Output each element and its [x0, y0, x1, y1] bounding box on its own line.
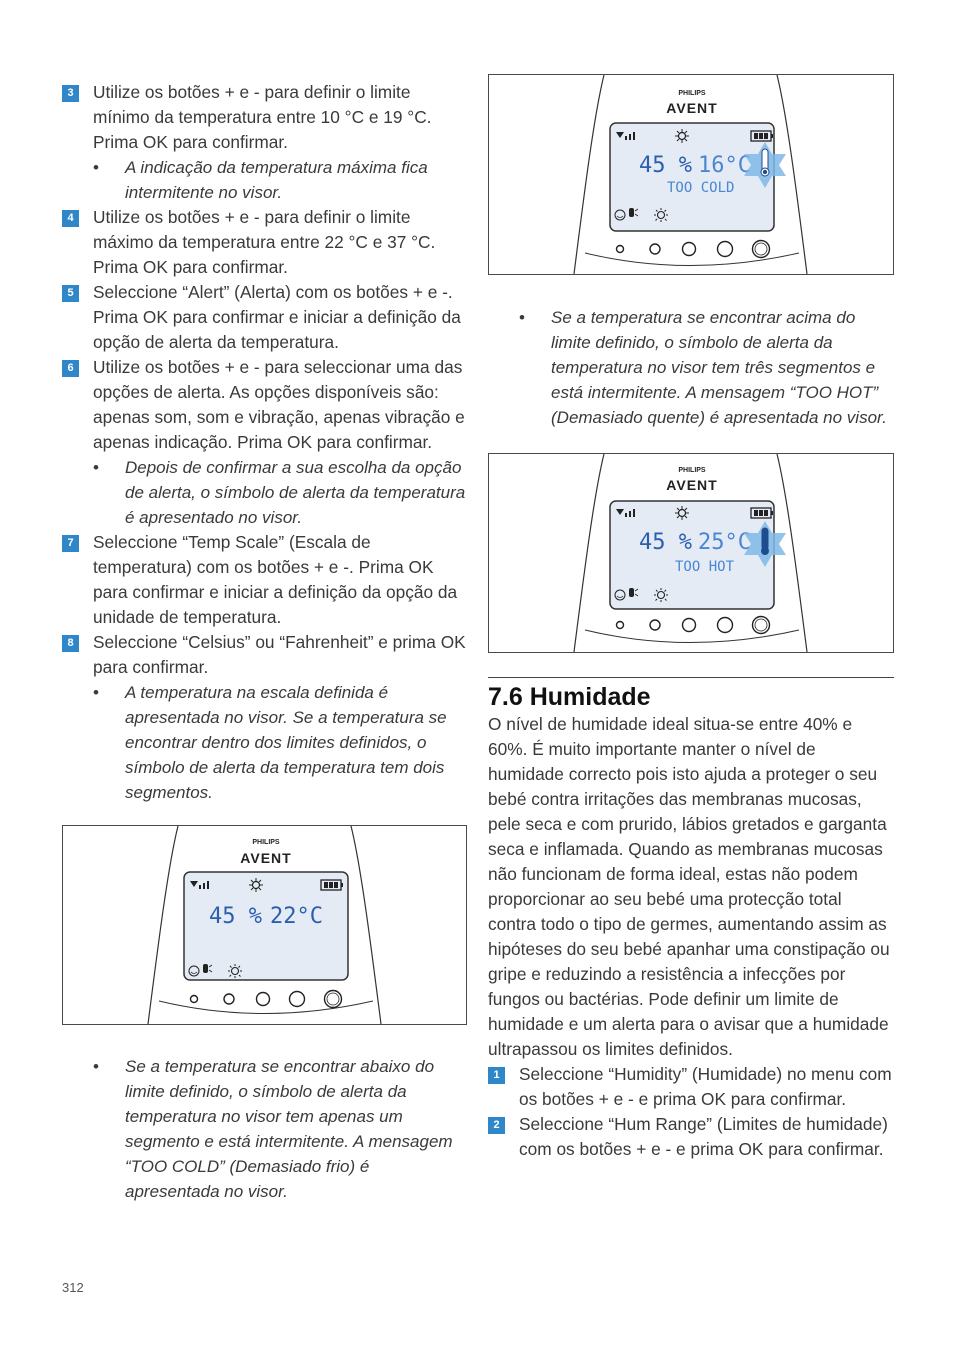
brand-avent: AVENT	[240, 850, 292, 866]
step-number: 1	[488, 1067, 505, 1084]
step-1	[488, 1062, 894, 1112]
left-column	[62, 80, 467, 1204]
step-text: Seleccione “Temp Scale” (Escala de temperatura) com os botões + e -. Prima OK para confirmar e iniciar a definição da opção da unidade de temperatura.	[93, 532, 458, 627]
device-illustration	[489, 75, 893, 274]
step-text: Utilize os botões + e - para definir o limite mínimo da temperatura entre 10 °C e 19 °C. Prima OK para confirmar.	[93, 82, 432, 152]
step-text: Seleccione “Celsius” ou “Fahrenheit” e prima OK para confirmar.	[93, 632, 466, 677]
figure-display-too-hot	[488, 453, 894, 653]
note-6	[62, 455, 467, 530]
step-6	[62, 355, 467, 455]
device-illustration	[489, 454, 893, 652]
right-column	[488, 74, 894, 1162]
step-text: Seleccione “Alert” (Alerta) com os botões + e -. Prima OK para confirmar e iniciar a definição da opção de alerta da temperatura.	[93, 282, 461, 352]
step-number: 5	[62, 285, 79, 302]
lcd-temperature: 22°C	[270, 904, 323, 929]
bullet-icon: •	[93, 1057, 99, 1076]
step-8	[62, 630, 467, 680]
note-text: Depois de confirmar a sua escolha da opção de alerta, o símbolo de alerta da temperatura é apresentado no visor.	[125, 458, 466, 527]
step-5	[62, 280, 467, 355]
device-buttons	[617, 617, 770, 634]
step-number: 8	[62, 635, 79, 652]
lcd-humidity: 45 %	[639, 530, 692, 555]
step-number: 6	[62, 360, 79, 377]
figure-display-too-cold	[488, 74, 894, 275]
brand-philips: PHILIPS	[252, 839, 280, 846]
page-number: 312	[62, 1280, 84, 1295]
note-hot	[488, 305, 894, 430]
step-number: 4	[62, 210, 79, 227]
step-number: 3	[62, 85, 79, 102]
note-cold	[62, 1054, 467, 1204]
brand-philips: PHILIPS	[678, 467, 706, 474]
section-title: 7.6 Humidade	[488, 677, 894, 712]
step-text: Seleccione “Hum Range” (Limites de humidade) com os botões + e - e prima OK para confirmar.	[519, 1114, 888, 1159]
step-3	[62, 80, 467, 155]
lcd-alert-message: TOO HOT	[675, 559, 735, 575]
lcd-humidity: 45 %	[209, 904, 262, 929]
figure-display-normal	[62, 825, 467, 1025]
lcd-humidity: 45 %	[639, 153, 692, 178]
lcd-temperature: 16°C	[698, 153, 751, 178]
device-buttons	[617, 241, 770, 258]
note-text: A temperatura na escala definida é apresentada no visor. Se a temperatura se encontrar dentro dos limites definidos, o símbolo de alerta da temperatura tem dois segmentos.	[125, 683, 447, 802]
brand-avent: AVENT	[666, 100, 718, 116]
note-text: Se a temperatura se encontrar acima do limite definido, o símbolo de alerta da temperatura no visor tem três segmentos e está intermitente. A mensagem “TOO HOT” (Demasiado quente) é apresentada no visor.	[551, 308, 887, 427]
brand-avent: AVENT	[666, 477, 718, 493]
step-text: Utilize os botões + e - para seleccionar uma das opções de alerta. As opções disponíveis são: apenas som, som e vibração, apenas vibração e apenas indicação. Prima OK para confirmar.	[93, 357, 465, 452]
bullet-icon: •	[93, 683, 99, 702]
step-4	[62, 205, 467, 280]
note-text: A indicação da temperatura máxima fica intermitente no visor.	[125, 158, 428, 202]
step-number: 2	[488, 1117, 505, 1134]
step-number: 7	[62, 535, 79, 552]
bullet-icon: •	[519, 308, 525, 327]
brand-philips: PHILIPS	[678, 90, 706, 97]
step-text: Utilize os botões + e - para definir o limite máximo da temperatura entre 22 °C e 37 °C. Prima OK para confirmar.	[93, 207, 436, 277]
bullet-icon: •	[93, 158, 99, 177]
note-3	[62, 155, 467, 205]
section-paragraph: O nível de humidade ideal situa-se entre 40% e 60%. É muito importante manter o nível de humidade correcto pois isto ajuda a proteger o seu bebé contra irritações das membranas mucosas, pele seca e com prurido, lábios gretados e garganta seca e inflamada. Quando as membranas mucosas não funcionam de forma ideal, estas não podem proporcionar ao seu bebé uma protecção total contra todo o tipo de germes, aumentando assim as hipóteses do seu bebé apanhar uma constipação ou gripe e reduzindo a resistência a infecções por fungos ou bactérias. Pode definir um limite de humidade e um alerta para o avisar que a humidade ultrapassou os limites definidos.	[488, 714, 890, 1059]
bullet-icon: •	[93, 458, 99, 477]
step-7	[62, 530, 467, 630]
note-text: Se a temperatura se encontrar abaixo do limite definido, o símbolo de alerta da temperatura no visor tem apenas um segmento e está intermitente. A mensagem “TOO COLD” (Demasiado frio) é apresentada no visor.	[125, 1057, 453, 1201]
device-buttons	[191, 991, 342, 1008]
lcd-temperature: 25°C	[698, 530, 751, 555]
lcd-alert-message: TOO COLD	[667, 180, 735, 196]
note-8	[62, 680, 467, 805]
step-2	[488, 1112, 894, 1162]
device-illustration	[63, 826, 466, 1024]
step-text: Seleccione “Humidity” (Humidade) no menu com os botões + e - e prima OK para confirmar.	[519, 1064, 892, 1109]
